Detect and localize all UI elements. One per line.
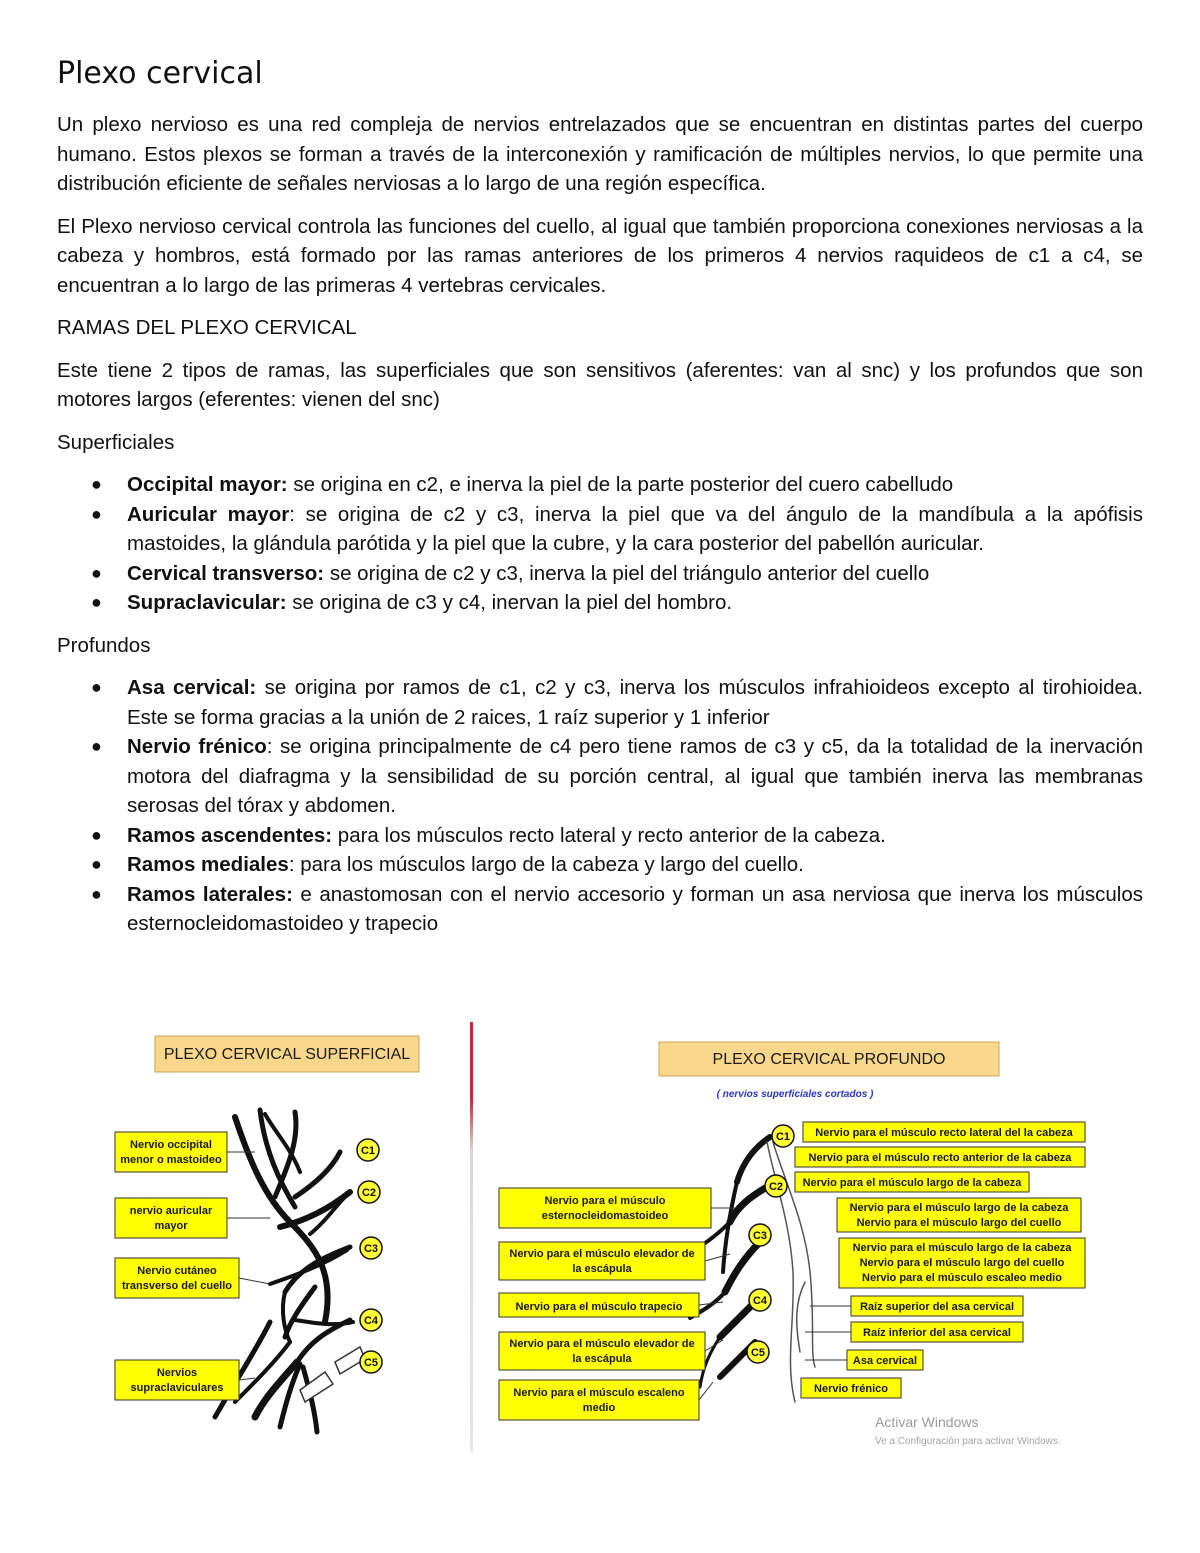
svg-text:Nervio para el músculo largo: Nervio para el músculo largo de la cabeza — [802, 1177, 1022, 1189]
svg-text:Nervio frénico: Nervio frénico — [814, 1383, 888, 1395]
plexus-figure — [85, 1022, 1090, 1452]
svg-text:esternocleidomastoideo: esternocleidomastoideo — [541, 1210, 669, 1222]
list-item — [57, 588, 1143, 618]
deep-label-esternocleidomastoideo — [499, 1188, 735, 1228]
page-title: Plexo cervical — [57, 56, 263, 91]
svg-text:C5: C5 — [750, 1347, 766, 1359]
superficial-label-occipital — [115, 1132, 255, 1172]
svg-text:Asa cervical: Asa cervical — [852, 1355, 918, 1367]
superficiales-list — [57, 470, 1143, 618]
svg-text:Raíz superior del asa cervical: Raíz superior del asa cervical — [859, 1301, 1015, 1313]
deep-plexus-panel — [475, 1022, 1090, 1452]
profundos-heading: Profundos — [57, 633, 151, 657]
figure-divider — [470, 1022, 473, 1452]
bullet-icon: ● — [91, 677, 102, 697]
superficial-artery — [300, 1347, 365, 1402]
svg-text:Raíz inferior del asa cervical: Raíz inferior del asa cervical — [863, 1327, 1011, 1339]
activation-watermark-hint: Ve a Configuración para activar Windows. — [875, 1436, 1061, 1447]
svg-text:Nervio para el músculo largo d: Nervio para el músculo largo del cuello — [859, 1257, 1065, 1269]
types-paragraph: Este tiene 2 tipos de ramas, las superficiales que son sensitivos (aferentes: van al snc) y los profundos que son motores largos (eferentes: vienen del snc) — [57, 358, 1143, 411]
bullet-icon: ● — [91, 592, 102, 612]
term: Nervio frénico — [127, 735, 267, 758]
section-heading: RAMAS DEL PLEXO CERVICAL — [57, 316, 357, 339]
svg-text:la escápula: la escápula — [572, 1263, 632, 1275]
svg-text:C4: C4 — [752, 1295, 768, 1307]
desc: : para los músculos largo de la cabeza y largo del cuello. — [288, 853, 804, 876]
superficial-label-cutaneo — [115, 1258, 270, 1298]
svg-text:C2: C2 — [768, 1181, 784, 1193]
bullet-icon: ● — [91, 736, 102, 756]
svg-text:nervio auricular: nervio auricular — [129, 1205, 213, 1217]
svg-text:Nervio para el músculo largo d: Nervio para el músculo largo de la cabeza — [852, 1242, 1072, 1254]
term: Supraclavicular: — [127, 591, 287, 614]
superficial-root-circles — [357, 1139, 382, 1373]
list-item — [57, 821, 1143, 851]
deep-label-recto-lateral — [803, 1122, 1085, 1142]
list-item — [57, 559, 1143, 589]
svg-text:C3: C3 — [752, 1230, 768, 1242]
svg-text:Nervio para el músculo escale: Nervio para el músculo escaleno — [513, 1387, 685, 1399]
svg-text:C5: C5 — [363, 1357, 379, 1369]
term: Ramos mediales — [127, 853, 289, 876]
deep-label-recto-anterior — [795, 1147, 1085, 1167]
deep-label-frenico — [801, 1378, 901, 1398]
desc: para los músculos recto lateral y recto anterior de la cabeza. — [332, 823, 886, 847]
list-item — [57, 850, 1143, 880]
desc: : se origina principalmente de c4 pero tiene ramos de c3 y c5, da la totalidad de la inervación motora del diafragma y la sensibilidad de su porción central, al igual que también inerva las membranas serosas del tórax y abdomen. — [127, 735, 1143, 817]
svg-text:C1: C1 — [775, 1131, 791, 1143]
superficial-title: PLEXO CERVICAL SUPERFICIAL — [163, 1046, 411, 1063]
deep-label-elevador-2 — [499, 1332, 723, 1370]
term: Asa cervical: — [127, 676, 257, 699]
list-item — [57, 673, 1143, 732]
deep-label-raiz-superior — [810, 1296, 1023, 1316]
profundos-list — [57, 673, 1143, 939]
svg-text:la escápula: la escápula — [572, 1353, 632, 1365]
svg-text:C3: C3 — [363, 1243, 379, 1255]
desc: se origina en c2, e inerva la piel de la parte posterior del cuero cabelludo — [287, 473, 954, 496]
svg-text:supraclaviculares: supraclaviculares — [130, 1382, 224, 1394]
svg-text:Nervio para el músculo recto: Nervio para el músculo recto anterior de la cabeza — [808, 1152, 1072, 1164]
deep-label-elevador-1 — [499, 1242, 730, 1280]
bullet-icon: ● — [91, 854, 102, 874]
list-item — [57, 500, 1143, 559]
svg-text:Nervio para el músculo largo d: Nervio para el músculo largo del cuello — [856, 1217, 1062, 1229]
deep-title: PLEXO CERVICAL PROFUNDO — [712, 1051, 946, 1068]
superficial-label-supraclaviculares — [115, 1360, 255, 1400]
term: Occipital mayor: — [127, 473, 288, 496]
deep-label-escaleno — [499, 1380, 713, 1420]
intro-paragraph-1: Un plexo nervioso es una red compleja de nervios entrelazados que se encuentran en distintas partes del cuerpo humano. Estos plexos se forman a través de la interconexión y ramificación de múltiples nervios, lo que permite una distribución eficiente de señales nerviosas a lo largo de una región específica. — [57, 113, 1143, 195]
svg-text:C1: C1 — [360, 1145, 376, 1157]
deep-label-largo-escaleno — [839, 1238, 1085, 1288]
svg-text:Nervio para el músculo escaleo: Nervio para el músculo escaleo medio — [862, 1272, 1062, 1284]
deep-label-raiz-inferior — [805, 1322, 1023, 1342]
list-item — [57, 880, 1143, 939]
bullet-icon: ● — [91, 562, 102, 583]
deep-label-trapecio — [499, 1293, 723, 1317]
superficial-plexus-panel — [85, 1022, 468, 1452]
desc: e anastomosan con el nervio accesorio y forman un asa nerviosa que inerva los músculos esternocleidomastoideo y trapecio — [127, 882, 1143, 935]
svg-text:Nervios: Nervios — [156, 1367, 198, 1379]
term: Cervical transverso: — [127, 561, 325, 585]
list-item — [57, 470, 1143, 500]
deep-subtitle: ( nervios superficiales cortados ) — [716, 1089, 874, 1100]
svg-text:Nervio para el músculo elevad: Nervio para el músculo elevador de — [509, 1338, 695, 1350]
activation-watermark: Activar Windows — [875, 1414, 979, 1430]
svg-text:mayor: mayor — [154, 1220, 188, 1232]
desc: se origina de c2 y c3, inerva la piel del triángulo anterior del cuello — [324, 561, 930, 585]
bullet-icon: ● — [91, 883, 102, 904]
svg-text:Nervio para el músculo largo: Nervio para el músculo largo de la cabeza — [849, 1202, 1069, 1214]
superficial-label-auricular — [115, 1198, 270, 1238]
deep-label-largo-cabeza — [795, 1172, 1029, 1192]
svg-text:C4: C4 — [363, 1315, 379, 1327]
bullet-icon: ● — [91, 824, 102, 845]
bullet-icon: ● — [91, 474, 102, 494]
svg-text:C2: C2 — [361, 1187, 377, 1199]
svg-text:transverso del cuello: transverso del cuello — [121, 1280, 233, 1292]
svg-text:Nervio para el músculo recto: Nervio para el músculo recto lateral del la cabeza — [815, 1127, 1073, 1139]
superficiales-heading: Superficiales — [57, 430, 175, 454]
svg-text:medio: medio — [582, 1402, 616, 1414]
term: Auricular mayor — [127, 502, 290, 526]
intro-paragraph-2: El Plexo nervioso cervical controla las funciones del cuello, al igual que también proporciona conexiones nerviosas a la cabeza y hombros, está formado por las ramas anteriores de los primeros 4 nervios raquideos de c1 a c4, se encuentran a lo largo de las primeras 4 vertebras cervicales. — [57, 214, 1143, 297]
deep-label-asa-cervical — [805, 1350, 923, 1370]
svg-text:Nervio para el músculo: Nervio para el músculo — [544, 1195, 666, 1207]
term: Ramos laterales: — [127, 882, 293, 906]
deep-label-largo-cabeza-cuello — [837, 1198, 1081, 1232]
svg-text:Nervio para el músculo elevad: Nervio para el músculo elevador de — [509, 1248, 695, 1260]
term: Ramos ascendentes: — [127, 823, 333, 847]
desc: se origina de c3 y c4, inervan la piel del hombro. — [286, 591, 733, 614]
document-page — [57, 52, 1143, 952]
svg-text:Nervio occipital: Nervio occipital — [130, 1139, 212, 1151]
list-item — [57, 732, 1143, 821]
svg-text:Nervio para el músculo trapec: Nervio para el músculo trapecio — [515, 1301, 683, 1313]
desc: se origina por ramos de c1, c2 y c3, inerva los músculos infrahioideos excepto al tirohioidea. Este se forma gracias a la unión de 2 raices, 1 raíz superior y 1 inferior — [127, 676, 1143, 729]
svg-text:Nervio cutáneo: Nervio cutáneo — [137, 1265, 217, 1277]
desc: : se origina de c2 y c3, inerva la piel que va del ángulo de la mandíbula a la apófisis mastoides, la glándula parótida y la piel que la cubre, y la cara posterior del pabellón auricular. — [127, 502, 1143, 555]
bullet-icon: ● — [91, 503, 102, 524]
svg-text:menor o mastoideo: menor o mastoideo — [120, 1154, 222, 1166]
